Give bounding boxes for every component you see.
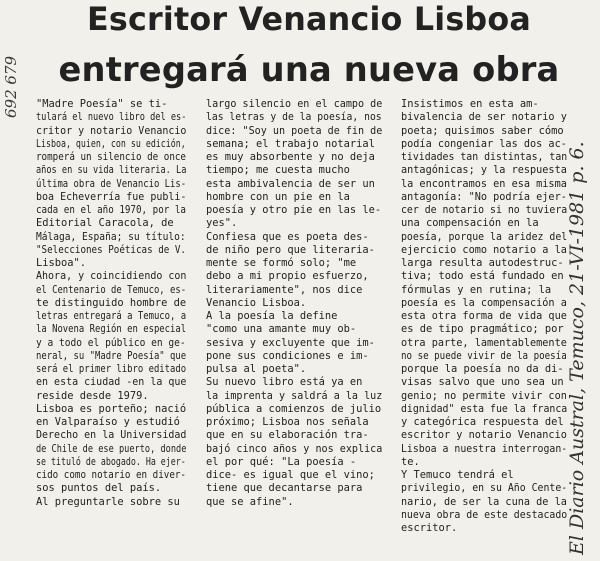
article-text-line: una compensación en la bbox=[401, 217, 539, 230]
article-text-line: dice: "Soy un poeta de fin de bbox=[206, 124, 382, 137]
article-text-line: años en su vida literaria. La bbox=[36, 164, 187, 177]
article-text-line: Venancio Lisboa. bbox=[206, 296, 307, 309]
article-text-line: visas salvo que uno sea un bbox=[401, 376, 564, 389]
article-text-line: Derecho en la Universidad bbox=[36, 429, 187, 442]
article-text-line: en esta ciudad -en la que bbox=[36, 376, 187, 389]
article-text-line: privilegio, en su Año Cente- bbox=[401, 482, 568, 495]
article-text-line: reside desde 1979. bbox=[36, 389, 149, 402]
article-text-line: cido como notario en diver- bbox=[36, 469, 186, 481]
article-text-line: semana; el trabajo notarial bbox=[206, 137, 375, 150]
article-text-line: neral, su "Madre Poesía" que bbox=[36, 349, 186, 362]
article-text-line: esta ambivalencia de ser un bbox=[206, 177, 375, 190]
article-text-line: tividades tan distintas, tan bbox=[401, 151, 568, 163]
article-text-line: "Selecciones Poéticas de V. bbox=[36, 243, 186, 256]
article-text-line: Málaga, España; su título: bbox=[36, 230, 186, 243]
article-column-3 bbox=[401, 98, 567, 535]
article-text-line: pone sus condiciones e im- bbox=[206, 349, 369, 362]
article-text-line: las letras y de la poesía, nos bbox=[206, 111, 382, 124]
article-text-line: la encontramos en esa misma bbox=[401, 177, 567, 190]
article-text-line: mente se formó solo; "me bbox=[206, 257, 357, 269]
article-text-line: próximo; Lisboa nos señala bbox=[206, 416, 369, 428]
article-text-line: porque la poesía no da di- bbox=[401, 363, 564, 375]
article-text-line: de niño pero que literaria- bbox=[206, 243, 375, 256]
article-text-line: la imprenta y saldrá a la luz bbox=[206, 389, 382, 402]
article-text-line: de Chile de ese puerto, donde bbox=[36, 442, 187, 455]
article-text-line: es de tipo pragmático; por bbox=[401, 323, 564, 336]
article-text-line: antagonía: "No podría ejer- bbox=[401, 190, 567, 203]
article-text-line: romperá un silencio de once bbox=[36, 151, 186, 163]
article-text-line: escritor. bbox=[401, 522, 458, 534]
article-text-line: Editorial Caracola, de bbox=[36, 217, 174, 230]
article-text-line: Su nuevo libro está ya en bbox=[206, 376, 363, 389]
article-text-line: larga resulta autodestruc- bbox=[401, 257, 564, 269]
article-text-line: antagónicas; y la respuesta bbox=[401, 164, 567, 177]
article-text-line: te distinguido hombre de bbox=[36, 296, 186, 309]
article-text-line: genio; no permite vivir con bbox=[401, 389, 567, 402]
article-text-line: no se puede vivir de la poesía bbox=[401, 349, 567, 362]
article-text-line: y categórica respuesta del bbox=[401, 416, 564, 428]
article-text-line: cer de notario si no tuviera bbox=[401, 204, 568, 216]
article-text-line: escritor y notario Venancio bbox=[401, 429, 567, 442]
handwritten-catalog-number: 692 679 bbox=[2, 55, 20, 118]
article-text-line: bajó cinco años y nos explica bbox=[206, 442, 382, 455]
article-text-line: otra parte, lamentablemente bbox=[401, 336, 567, 349]
article-text-line: Al preguntarle sobre su bbox=[36, 495, 180, 508]
article-text-line: poesía y otro pie en las le- bbox=[206, 204, 382, 216]
article-text-line: nario, de ser la cuna de la bbox=[401, 495, 567, 508]
headline-line-1: Escritor Venancio Lisboa bbox=[87, 2, 531, 38]
article-column-1 bbox=[36, 98, 186, 509]
article-text-line: fórmulas y en rutina; la bbox=[401, 283, 552, 296]
article-text-line: la Novena Región en especial bbox=[36, 323, 186, 336]
article-text-line: letras entregará a Temuco, a bbox=[36, 310, 186, 322]
article-text-line: en Valparaíso y estudió bbox=[36, 416, 180, 428]
article-text-line: literariamente", nos dice bbox=[206, 283, 363, 296]
article-text-line: ejercicio como notario a la bbox=[401, 243, 567, 256]
article-text-line: tulará el nuevo libro del es- bbox=[36, 111, 187, 124]
article-text-line: última obra de Venancio Lis- bbox=[36, 177, 186, 190]
headline-line-2: entregará una nueva obra bbox=[58, 50, 560, 89]
article-text-line: dice- es igual que el vino; bbox=[206, 469, 375, 481]
article-text-line: Lisboa a nuestra interrogan- bbox=[401, 442, 568, 455]
article-text-line: "Madre Poesía" se ti- bbox=[36, 98, 168, 110]
article-text-line: tiene que decantarse para bbox=[206, 482, 363, 495]
article-text-line: poesía, porque la aridez del bbox=[401, 230, 568, 243]
article-text-line: A la poesía la define bbox=[206, 310, 338, 322]
article-text-line: nueva obra de este destacado bbox=[401, 508, 568, 521]
article-text-line: tiva; todo está fundado en bbox=[401, 270, 564, 283]
article-text-line: pública a comienzos de julio bbox=[206, 402, 382, 415]
article-text-line: podía congeniar las dos ac- bbox=[401, 137, 567, 150]
article-text-line: esta otra forma de vida que bbox=[401, 310, 567, 322]
article-text-line: que se afine". bbox=[206, 495, 294, 508]
article-text-line: hombre con un pie en la bbox=[206, 190, 350, 203]
article-text-line: Lisboa, quien, con su edición, bbox=[36, 137, 186, 150]
article-text-line: poesía es la compensación a bbox=[401, 296, 567, 309]
article-text-line: Lisboa". bbox=[36, 257, 87, 269]
article-text-line: será el primer libro editado bbox=[36, 363, 186, 375]
article-text-line: tiempo; me cuesta mucho bbox=[206, 164, 350, 177]
handwritten-source-note: El Diario Austral, Temuco, 21-VI-1981 p. 6. bbox=[566, 141, 588, 555]
article-column-2 bbox=[206, 98, 382, 509]
article-text-line: critor y notario Venancio bbox=[36, 124, 187, 137]
article-text-line: Lisboa es porteño; nació bbox=[36, 402, 186, 415]
article-text-line: te. bbox=[401, 455, 420, 468]
article-text-line: es muy absorbente y no deja bbox=[206, 151, 375, 163]
article-text-line: debo a mi propio esfuerzo, bbox=[206, 270, 369, 283]
article-text-line: Insistimos en esta am- bbox=[401, 98, 539, 110]
article-text-line: "como una amante muy ob- bbox=[206, 323, 357, 336]
article-text-line: pulsa al poeta". bbox=[206, 363, 307, 375]
article-text-line: cada en el año 1970, por la bbox=[36, 204, 186, 216]
article-text-line: Y Temuco tendrá el bbox=[401, 469, 514, 481]
article-text-line: poeta; quisimos saber cómo bbox=[401, 124, 564, 137]
article-text-line: que en su elaboración tra- bbox=[206, 429, 369, 442]
article-text-line: sos puntos del país. bbox=[36, 482, 162, 495]
article-text-line: el por qué: "La poesía - bbox=[206, 455, 357, 468]
article-text-line: Ahora, y coincidiendo con bbox=[36, 270, 187, 283]
article-text-line: largo silencio en el campo de bbox=[206, 98, 382, 110]
article-text-line: dignidad" esta fue la franca bbox=[401, 402, 568, 415]
article-text-line: boa Echeverría fue publi- bbox=[36, 190, 187, 203]
article-text-line: se tituló de abogado. Ha ejer- bbox=[36, 455, 186, 468]
article-text-line: Confiesa que es poeta des- bbox=[206, 230, 369, 243]
article-text-line: el Centenario de Temuco, es- bbox=[36, 283, 186, 296]
article-text-line: sesiva y excluyente que im- bbox=[206, 336, 375, 349]
article-text-line: yes". bbox=[206, 217, 238, 230]
article-text-line: y a todo el público en ge- bbox=[36, 336, 186, 349]
article-text-line: bivalencia de ser notario y bbox=[401, 111, 567, 124]
